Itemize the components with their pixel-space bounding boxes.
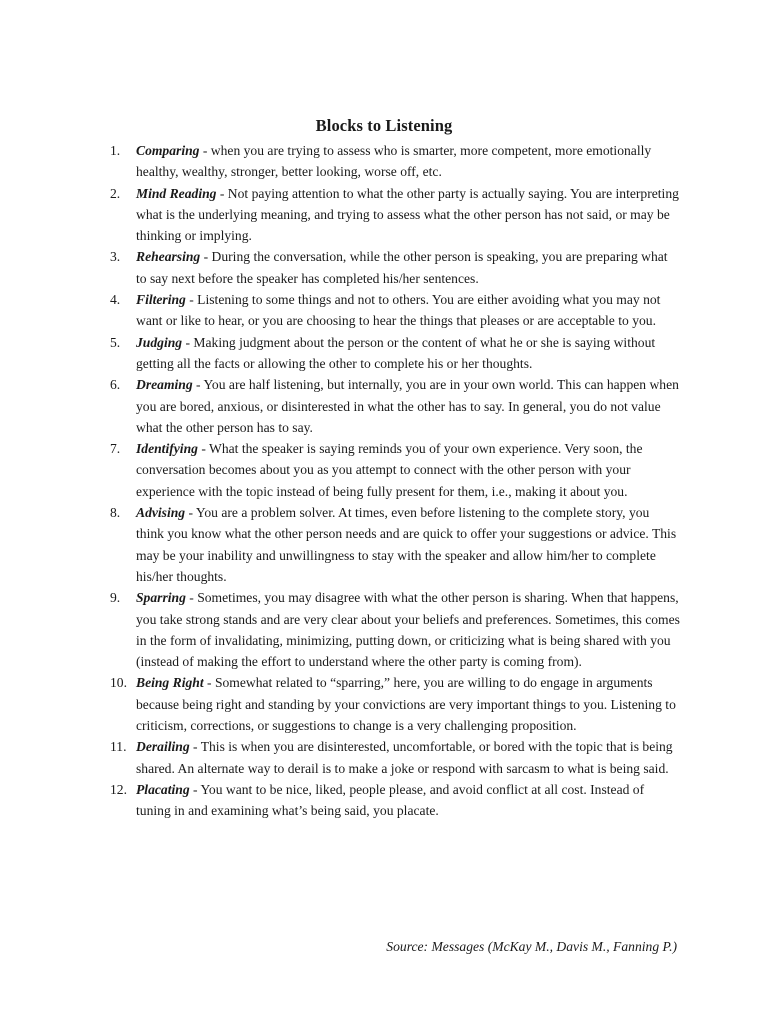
item-description: - You are a problem solver. At times, even before listening to the complete story, you think you know what the other person needs and are quick to offer your suggestions or advice. This may be your inability and unwillingness to stay with the speaker and allow him/her to complete his/her thoughts. [136,505,677,584]
list-item [110,332,680,375]
list-item [110,183,680,247]
list-item [110,779,680,822]
item-term: Sparring [136,590,186,606]
item-description: - This is when you are disinterested, uncomfortable, or bored with the topic that is being shared. An alternate way to derail is to make a joke or respond with sarcasm to what is being said. [136,739,673,776]
item-term: Judging [136,334,183,350]
item-term: Being Right [136,675,204,691]
list-item [110,246,680,289]
blocks-list [110,140,680,822]
item-number: 11. [110,739,127,755]
list-item [110,587,680,672]
item-description: - What the speaker is saying reminds you of your own experience. Very soon, the conversation becomes about you as you attempt to connect with the other person with your experience with the topic instead of being fully present for them, i.e., making it about you. [136,441,643,499]
list-item [110,736,680,779]
item-description: - Listening to some things and not to others. You are either avoiding what you may not want or like to hear, or you are choosing to hear the things that pleases or are acceptable to you. [136,292,661,329]
item-number: 12. [110,781,127,797]
item-description: - Not paying attention to what the other party is actually saying. You are interpreting what is the underlying meaning, and trying to assess what the other person has not said, or may be thinking or implying. [136,185,679,244]
item-number: 3. [110,249,121,265]
item-term: Mind Reading [136,185,217,201]
item-term: Placating [136,781,190,797]
list-item [110,438,680,502]
item-description: - During the conversation, while the other person is speaking, you are preparing what to say next before the speaker has completed his/her sentences. [136,249,668,286]
item-description: - You are half listening, but internally, you are in your own world. This can happen when you are bored, anxious, or disinterested in what the other has to say. In general, you do not value what the other person has to say. [136,377,679,435]
item-description: - when you are trying to assess who is smarter, more competent, more emotionally healthy, wealthy, stronger, better looking, worse off, etc. [136,143,652,180]
item-number: 1. [110,143,121,158]
item-number: 4. [110,292,121,308]
item-description: - You want to be nice, liked, people please, and avoid conflict at all cost. Instead of tuning in and examining what’s being said, you placate. [136,781,645,819]
list-item [110,289,680,332]
item-term: Comparing [136,143,200,158]
item-number: 10. [110,675,127,691]
item-term: Filtering [136,292,186,308]
item-description: - Somewhat related to “sparring,” here, you are willing to do engage in arguments because being right and standing by your convictions are very important things to you. Listening to criticism, corrections, or suggestions to change is a very challenging proposition. [136,675,676,734]
item-term: Advising [136,505,186,521]
item-number: 5. [110,334,121,350]
item-term: Identifying [136,441,198,457]
item-number: 8. [110,505,121,521]
item-number: 9. [110,590,121,606]
source-citation: Source: Messages (McKay M., Davis M., Fanning P.) [386,939,677,954]
item-term: Derailing [136,739,190,755]
list-item [110,140,680,183]
item-description: - Sometimes, you may disagree with what the other person is sharing. When that happens, you take strong stands and are very clear about your beliefs and preferences. Sometimes, this comes in the form of invalidating, minimizing, putting down, or criticizing what is being shared with you (instead of making the effort to understand where the other party is coming from). [136,590,680,670]
list-item [110,374,680,438]
item-number: 7. [110,441,121,457]
list-item [110,672,680,736]
item-term: Dreaming [136,377,193,393]
item-term: Rehearsing [136,249,201,265]
list-item [110,502,680,587]
item-number: 6. [110,377,121,393]
item-number: 2. [110,185,121,201]
item-description: - Making judgment about the person or the content of what he or she is saying without getting all the facts or allowing the other to complete his or her thoughts. [136,334,656,371]
document-title: Blocks to Listening [315,116,453,135]
